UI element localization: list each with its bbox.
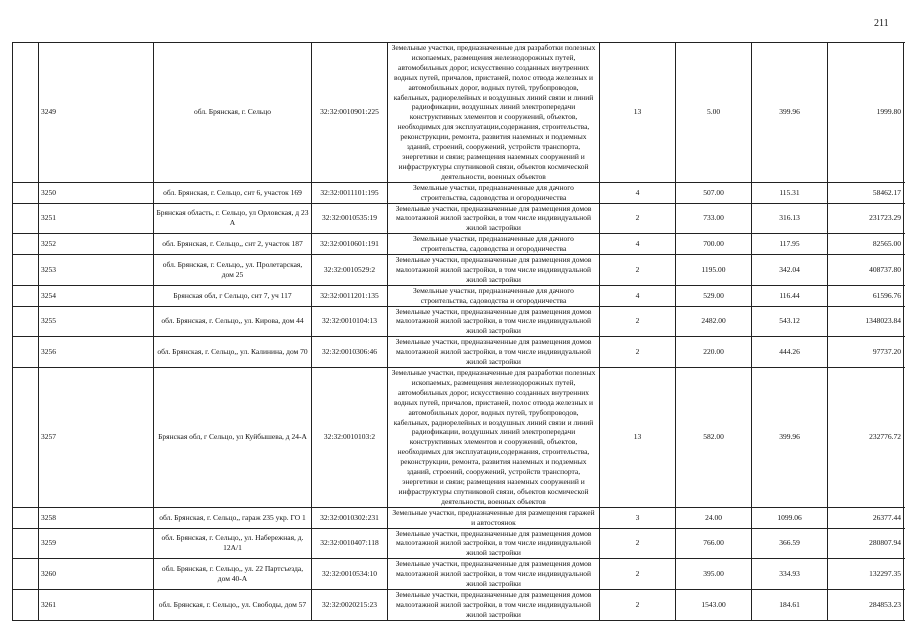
address-cell: Брянская обл, г Сельцо, ул Куйбышева, д 24-А [154, 368, 312, 508]
group-number-cell: 2 [600, 255, 676, 286]
land-use-description-cell: Земельные участки, предназначенные для размещения домов малоэтажной жилой застройки, в том числе индивидуальной жилой застройки [388, 528, 600, 559]
cadastral-value-cell: 232776.72 [828, 368, 904, 508]
cadastral-number-cell: 32:32:0010535:19 [312, 203, 388, 234]
row-number: 3252 [39, 234, 154, 255]
cadastral-value-cell: 58462.17 [828, 182, 904, 203]
address-cell: обл. Брянская, г. Сельцо,, ул. Кирова, дом 44 [154, 306, 312, 337]
land-use-description-cell: Земельные участки, предназначенные для разработки полезных ископаемых, размещения железнодорожных путей, автомобильных дорог, искусственно созданных внутренних водных путей, причалов, пристаней, полос отвода железных и автомобильных дорог, водных путей, трубопроводов, кабельных, радиорелейных и воздушных линий связи и линий радиофикации, воздушных линий электропередачи конструктивных элементов и сооружений, объектов, необходимых для эксплуатации,содержания, строительства, реконструкции, ремонта, развития наземных и подземных зданий, строений, сооружений, устройств транспорта, энергетики и связи; размещения наземных сооружений и инфраструктуры спутниковой связи, объектов космической деятельности, военных объектов [388, 368, 600, 508]
table-row [13, 306, 905, 337]
table-row [13, 234, 905, 255]
land-use-description-cell: Земельные участки, предназначенные для разработки полезных ископаемых, размещения железнодорожных путей, автомобильных дорог, искусственно созданных внутренних водных путей, причалов, пристаней, полос отвода железных и автомобильных дорог, водных путей, трубопроводов, кабельных, радиорелейных и воздушных линий связи и линий радиофикации, воздушных линий электропередачи конструктивных элементов и сооружений, объектов, необходимых для эксплуатации,содержания, строительства, реконструкции, ремонта, развития наземных и подземных зданий, строений, сооружений, устройств транспорта, энергетики и связи; размещения наземных сооружений и инфраструктуры спутниковой связи, объектов космической деятельности, военных объектов [388, 43, 600, 183]
cadastral-value-cell: 97737.20 [828, 337, 904, 368]
address-cell: обл. Брянская, г. Сельцо [154, 43, 312, 183]
group-number-cell: 3 [600, 507, 676, 528]
land-use-description-cell: Земельные участки, предназначенные для дачного строительства, садоводства и огородничества [388, 285, 600, 306]
land-use-description-cell: Земельные участки, предназначенные для размещения домов малоэтажной жилой застройки, в том числе индивидуальной жилой застройки [388, 306, 600, 337]
land-use-description-cell: Земельные участки, предназначенные для размещения домов малоэтажной жилой застройки, в том числе индивидуальной жилой застройки [388, 203, 600, 234]
cadastral-value-cell: 231723.29 [828, 203, 904, 234]
cadastral-value-cell: 132297.35 [828, 559, 904, 590]
cadastral-number-cell: 32:32:0010407:118 [312, 528, 388, 559]
row-number: 3260 [39, 559, 154, 590]
cadastral-value-cell: 280807.94 [828, 528, 904, 559]
address-cell: обл. Брянская, г. Сельцо,, гараж 235 укр. ГО 1 [154, 507, 312, 528]
address-cell: обл. Брянская, г. Сельцо,, ул. Пролетарская, дом 25 [154, 255, 312, 286]
left-margin-cell [13, 43, 39, 183]
table-row [13, 203, 905, 234]
land-use-description-cell: Земельные участки, предназначенные для дачного строительства, садоводства и огородничества [388, 234, 600, 255]
cadastral-number-cell: 32:32:0011101:195 [312, 182, 388, 203]
area-cell: 733.00 [676, 203, 752, 234]
address-cell: Брянская область, г. Сельцо, ул Орловская, д 23 А [154, 203, 312, 234]
cadastral-number-cell: 32:32:0020215:23 [312, 589, 388, 620]
land-use-description-cell: Земельные участки, предназначенные для размещения домов малоэтажной жилой застройки, в том числе индивидуальной жилой застройки [388, 589, 600, 620]
land-use-description-cell: Земельные участки, предназначенные для дачного строительства, садоводства и огородничества [388, 182, 600, 203]
area-cell: 582.00 [676, 368, 752, 508]
row-number: 3255 [39, 306, 154, 337]
cadastral-value-table [12, 42, 905, 621]
left-margin-cell [13, 306, 39, 337]
cadastral-number-cell: 32:32:0010601:191 [312, 234, 388, 255]
cadastral-number-cell: 32:32:0010306:46 [312, 337, 388, 368]
table-row [13, 285, 905, 306]
area-cell: 1543.00 [676, 589, 752, 620]
address-cell: обл. Брянская, г. Сельцо,, ул. Свободы, дом 57 [154, 589, 312, 620]
area-cell: 700.00 [676, 234, 752, 255]
address-cell: обл. Брянская, г. Сельцо,, ул. Калинина, дом 70 [154, 337, 312, 368]
specific-value-cell: 316.13 [752, 203, 828, 234]
left-margin-cell [13, 507, 39, 528]
land-use-description-cell: Земельные участки, предназначенные для размещения домов малоэтажной жилой застройки, в том числе индивидуальной жилой застройки [388, 559, 600, 590]
group-number-cell: 2 [600, 528, 676, 559]
land-use-description-cell: Земельные участки, предназначенные для размещения домов малоэтажной жилой застройки, в том числе индивидуальной жилой застройки [388, 337, 600, 368]
area-cell: 766.00 [676, 528, 752, 559]
row-number: 3250 [39, 182, 154, 203]
left-margin-cell [13, 337, 39, 368]
left-margin-cell [13, 285, 39, 306]
area-cell: 529.00 [676, 285, 752, 306]
row-number: 3249 [39, 43, 154, 183]
specific-value-cell: 184.61 [752, 589, 828, 620]
specific-value-cell: 444.26 [752, 337, 828, 368]
group-number-cell: 4 [600, 182, 676, 203]
group-number-cell: 2 [600, 203, 676, 234]
left-margin-cell [13, 368, 39, 508]
group-number-cell: 2 [600, 589, 676, 620]
area-cell: 2482.00 [676, 306, 752, 337]
address-cell: обл. Брянская, г. Сельцо, снт 6, участок 169 [154, 182, 312, 203]
cadastral-value-cell: 1348023.84 [828, 306, 904, 337]
group-number-cell: 13 [600, 368, 676, 508]
cadastral-value-cell: 408737.80 [828, 255, 904, 286]
table-row [13, 182, 905, 203]
cadastral-value-cell: 284853.23 [828, 589, 904, 620]
row-number: 3256 [39, 337, 154, 368]
land-use-description-cell: Земельные участки, предназначенные для размещения домов малоэтажной жилой застройки, в том числе индивидуальной жилой застройки [388, 255, 600, 286]
cadastral-number-cell: 32:32:0010104:13 [312, 306, 388, 337]
row-number: 3258 [39, 507, 154, 528]
cadastral-number-cell: 32:32:0010302:231 [312, 507, 388, 528]
left-margin-cell [13, 203, 39, 234]
specific-value-cell: 117.95 [752, 234, 828, 255]
row-number: 3251 [39, 203, 154, 234]
specific-value-cell: 116.44 [752, 285, 828, 306]
cadastral-number-cell: 32:32:0010534:10 [312, 559, 388, 590]
table-row [13, 255, 905, 286]
row-number: 3254 [39, 285, 154, 306]
table-row [13, 43, 905, 183]
cadastral-number-cell: 32:32:0010103:2 [312, 368, 388, 508]
page-number: 211 [874, 18, 889, 29]
cadastral-number-cell: 32:32:0010529:2 [312, 255, 388, 286]
land-use-description-cell: Земельные участки, предназначенные для размещения гаражей и автостоянок [388, 507, 600, 528]
table-row [13, 528, 905, 559]
table-row [13, 337, 905, 368]
specific-value-cell: 399.96 [752, 43, 828, 183]
group-number-cell: 13 [600, 43, 676, 183]
row-number: 3261 [39, 589, 154, 620]
area-cell: 220.00 [676, 337, 752, 368]
area-cell: 1195.00 [676, 255, 752, 286]
area-cell: 5.00 [676, 43, 752, 183]
left-margin-cell [13, 234, 39, 255]
row-number: 3253 [39, 255, 154, 286]
cadastral-value-cell: 26377.44 [828, 507, 904, 528]
specific-value-cell: 115.31 [752, 182, 828, 203]
area-cell: 24.00 [676, 507, 752, 528]
row-number: 3257 [39, 368, 154, 508]
address-cell: обл. Брянская, г. Сельцо,, ул. 22 Партсъезда, дом 40-А [154, 559, 312, 590]
cadastral-number-cell: 32:32:0011201:135 [312, 285, 388, 306]
group-number-cell: 4 [600, 234, 676, 255]
area-cell: 507.00 [676, 182, 752, 203]
address-cell: Брянская обл, г Сельцо, снт 7, уч 117 [154, 285, 312, 306]
cadastral-value-cell: 61596.76 [828, 285, 904, 306]
specific-value-cell: 543.12 [752, 306, 828, 337]
area-cell: 395.00 [676, 559, 752, 590]
table-row [13, 589, 905, 620]
specific-value-cell: 342.04 [752, 255, 828, 286]
left-margin-cell [13, 182, 39, 203]
table-row [13, 559, 905, 590]
address-cell: обл. Брянская, г. Сельцо,, ул. Набережная, д. 12А/1 [154, 528, 312, 559]
group-number-cell: 2 [600, 337, 676, 368]
cadastral-number-cell: 32:32:0010901:225 [312, 43, 388, 183]
address-cell: обл. Брянская, г. Сельцо,, снт 2, участок 187 [154, 234, 312, 255]
group-number-cell: 2 [600, 559, 676, 590]
table-row [13, 507, 905, 528]
cadastral-value-cell: 1999.80 [828, 43, 904, 183]
table-row [13, 368, 905, 508]
left-margin-cell [13, 559, 39, 590]
cadastral-value-cell: 82565.00 [828, 234, 904, 255]
specific-value-cell: 1099.06 [752, 507, 828, 528]
specific-value-cell: 366.59 [752, 528, 828, 559]
left-margin-cell [13, 589, 39, 620]
row-number: 3259 [39, 528, 154, 559]
left-margin-cell [13, 528, 39, 559]
specific-value-cell: 334.93 [752, 559, 828, 590]
left-margin-cell [13, 255, 39, 286]
group-number-cell: 4 [600, 285, 676, 306]
specific-value-cell: 399.96 [752, 368, 828, 508]
group-number-cell: 2 [600, 306, 676, 337]
